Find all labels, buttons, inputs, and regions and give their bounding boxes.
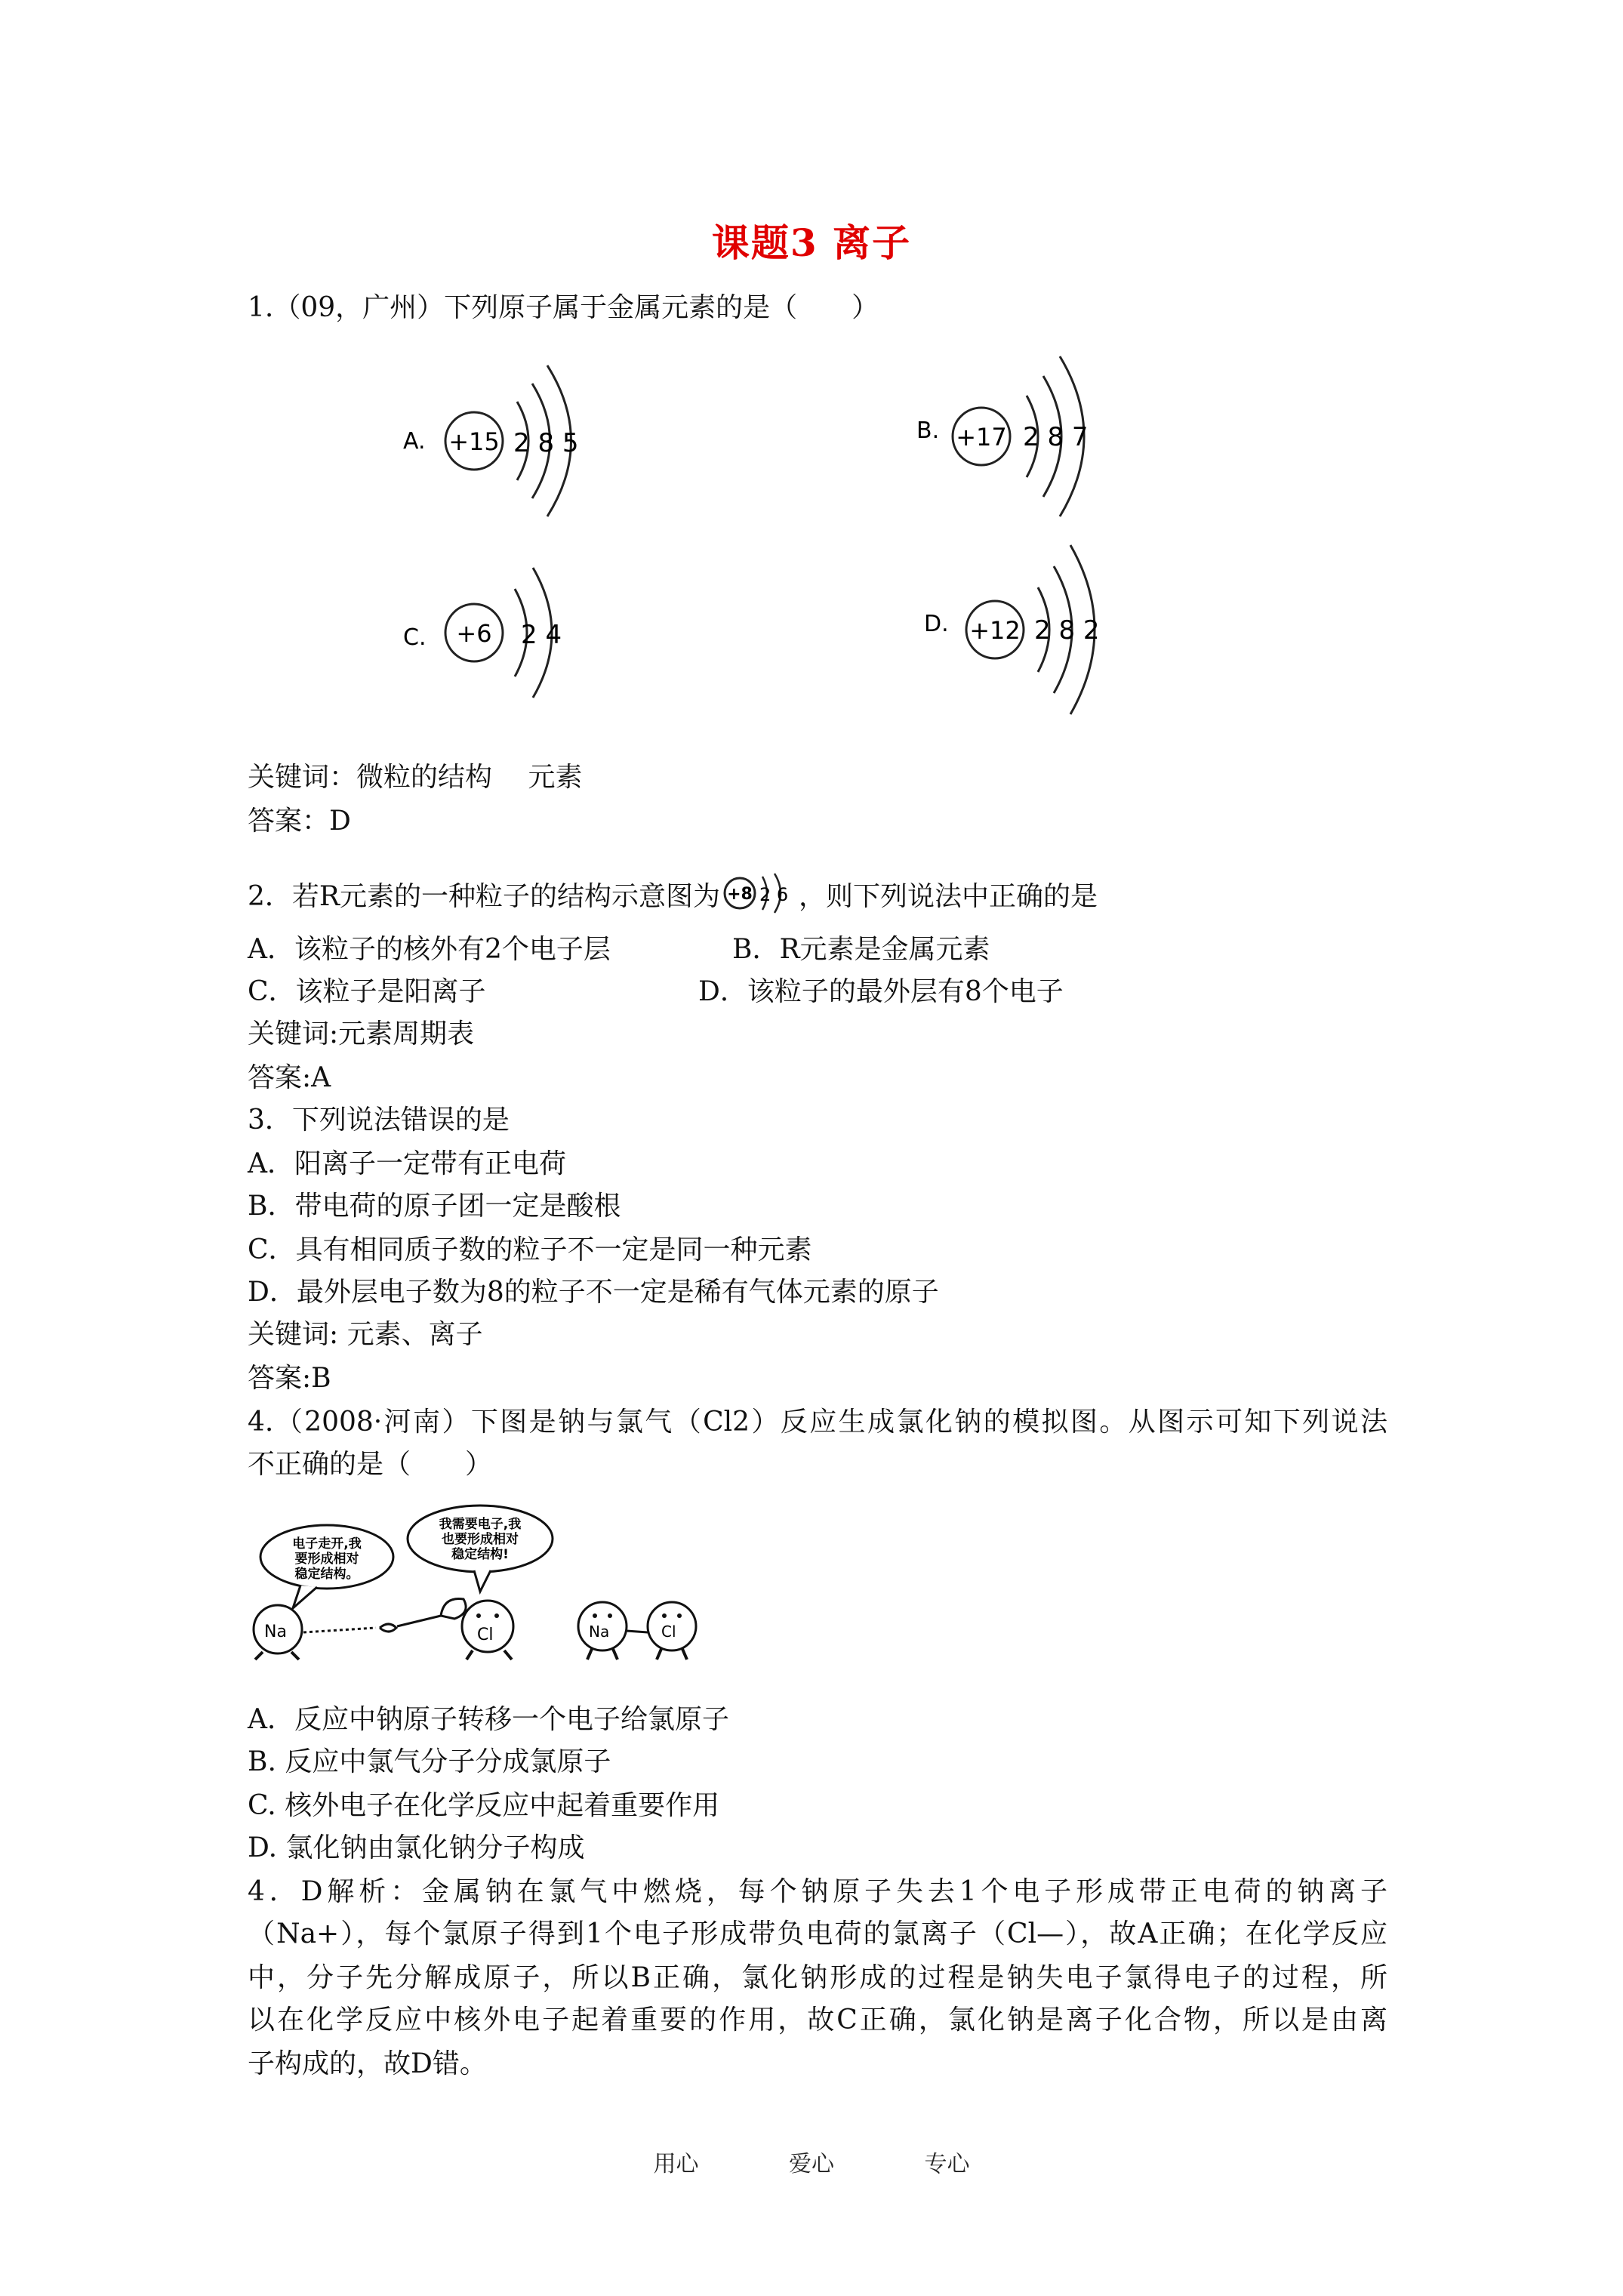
q4-analysis-line: （Na+），每个氯原子得到1个电子形成带负电荷的氯离子（Cl—），故A正确；在化学反应 — [248, 1918, 1387, 1949]
option-letter: B. — [916, 418, 940, 444]
atom-label: Cl — [661, 1623, 676, 1641]
footer-text: 爱心 — [789, 2151, 834, 2177]
footer-text: 用心 — [653, 2151, 699, 2177]
nucleus-charge: +6 — [456, 619, 492, 648]
speech-bubble-tail — [293, 1586, 317, 1608]
q4-analysis-line: 子构成的，故D错。 — [248, 2048, 487, 2079]
q2-option-c: C．该粒子是阳离子 — [248, 976, 486, 1007]
electron-icon — [380, 1624, 396, 1632]
q4-option-c: C. 核外电子在化学反应中起着重要作用 — [248, 1790, 720, 1821]
atom-diagram-c — [393, 545, 604, 719]
q4-option-d: D. 氯化钠由氯化钠分子构成 — [248, 1832, 585, 1863]
atom-diagram-a — [393, 355, 604, 529]
q4-option-a: A．反应中钠原子转移一个电子给氯原子 — [248, 1704, 729, 1735]
atom-label: Na — [264, 1623, 287, 1641]
electron-trail — [303, 1628, 376, 1632]
q1-answer: 答案：D — [248, 806, 351, 837]
q2-option-b: B．R元素是金属元素 — [732, 934, 990, 965]
option-letter: D. — [924, 611, 949, 637]
nucleus-charge: +8 — [727, 885, 753, 904]
shell-electrons: 2 8 7 — [1023, 422, 1089, 452]
bubble-text: 也要形成相对 — [442, 1532, 519, 1547]
q4-stem-line2: 不正确的是（ ） — [248, 1449, 493, 1480]
q3-option-a: A．阳离子一定带有正电荷 — [248, 1148, 566, 1179]
nucleus-charge: +12 — [969, 616, 1021, 645]
atom-label: Na — [589, 1623, 610, 1641]
q2-option-a: A．该粒子的核外有2个电子层 — [248, 934, 611, 965]
q3-answer: 答案:B — [248, 1363, 331, 1394]
q4-analysis-line: 4．D解析：金属钠在氯气中燃烧，每个钠原子失去1个电子形成带正电荷的钠离子 — [248, 1876, 1387, 1907]
atom-diagram-d — [913, 538, 1125, 719]
q2-keywords: 关键词:元素周期表 — [248, 1019, 475, 1049]
q2-option-d: D．该粒子的最外层有8个电子 — [698, 976, 1064, 1007]
speech-bubble-tail — [474, 1570, 491, 1592]
bubble-text: 要形成相对 — [294, 1552, 359, 1567]
catching-net — [397, 1598, 466, 1626]
q4-analysis-line: 中，分子先分解成原子，所以B正确，氯化钠形成的过程是钠失电子氯得电子的过程，所 — [248, 1962, 1387, 1993]
shell-electrons: 2 6 — [759, 884, 789, 905]
option-letter: C. — [403, 624, 427, 651]
shell-electrons: 2 8 5 — [513, 428, 579, 458]
bubble-text: 电子走开,我 — [292, 1536, 362, 1552]
q3-option-c: C．具有相同质子数的粒子不一定是同一种元素 — [248, 1234, 812, 1265]
q4-analysis-line: 以在化学反应中核外电子起着重要的作用，故C正确，氯化钠是离子化合物，所以是由离 — [248, 2005, 1387, 2036]
character-eye — [494, 1613, 499, 1618]
shell-electrons: 2 8 2 — [1034, 615, 1100, 646]
q2-stem — [248, 880, 1098, 916]
holding-hands — [627, 1631, 648, 1632]
q3-keywords: 关键词: 元素、离子 — [248, 1319, 483, 1350]
q2-answer: 答案:A — [248, 1062, 331, 1093]
q2-inline-diagram — [722, 871, 797, 916]
q4-option-b: B. 反应中氯气分子分成氯原子 — [248, 1746, 611, 1777]
atom-diagram-b — [906, 347, 1117, 521]
q3-option-d: D．最外层电子数为8的粒子不一定是稀有气体元素的原子 — [248, 1277, 939, 1308]
q4-stem-line1: 4.（2008·河南）下图是钠与氯气（Cl2）反应生成氯化钠的模拟图。从图示可知下列说法 — [248, 1407, 1387, 1438]
q1-keywords: 关键词：微粒的结构 元素 — [248, 762, 583, 793]
sodium-chlorine-cartoon — [248, 1502, 746, 1661]
q1-stem: 1.（09，广州）下列原子属于金属元素的是（ ） — [248, 292, 879, 323]
nucleus-charge: +17 — [956, 423, 1007, 451]
character-eye — [476, 1613, 481, 1618]
bubble-text: 稳定结构! — [451, 1547, 509, 1562]
character-eye — [677, 1613, 682, 1618]
character-eye — [662, 1613, 667, 1618]
character-eye — [593, 1613, 597, 1618]
option-letter: A. — [403, 428, 426, 455]
q2-stem-before: 2．若R元素的一种粒子的结构示意图为 — [248, 881, 721, 912]
bubble-text: 我需要电子,我 — [439, 1517, 522, 1532]
shell-electrons: 2 4 — [521, 620, 562, 650]
nucleus-charge: +15 — [448, 427, 500, 456]
footer-text: 专心 — [924, 2151, 970, 2177]
page-title: 课题3 离子 — [711, 220, 912, 265]
character-eye — [608, 1613, 612, 1618]
page-footer — [0, 2145, 1623, 2178]
atom-label: Cl — [477, 1626, 494, 1644]
bubble-text: 稳定结构。 — [294, 1567, 359, 1582]
q2-stem-after: ，则下列说法中正确的是 — [799, 881, 1098, 912]
q3-option-b: B．带电荷的原子团一定是酸根 — [248, 1191, 621, 1222]
q3-stem: 3．下列说法错误的是 — [248, 1105, 510, 1136]
